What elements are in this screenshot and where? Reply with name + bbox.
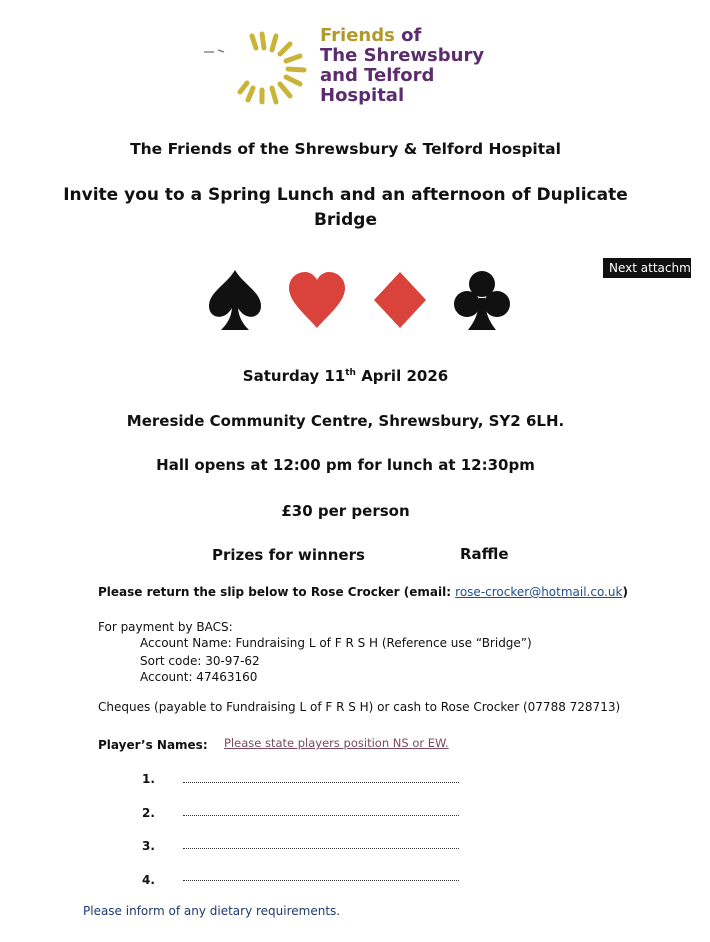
player-number-4: 4. bbox=[142, 873, 155, 887]
email-link[interactable]: rose-crocker@hotmail.co.uk bbox=[455, 585, 623, 599]
logo-line2: The Shrewsbury bbox=[320, 45, 485, 66]
event-times: Hall opens at 12:00 pm for lunch at 12:30pm bbox=[156, 456, 535, 474]
logo-line3: and Telford bbox=[320, 65, 435, 86]
logo-wordmark bbox=[320, 26, 484, 106]
invite-line1: Invite you to a Spring Lunch and an afternoon of Duplicate bbox=[63, 185, 628, 205]
logo-line1b: of bbox=[394, 25, 422, 46]
player-line-1[interactable] bbox=[183, 782, 459, 783]
return-instructions bbox=[98, 585, 628, 599]
event-date-day: Saturday 11 bbox=[242, 367, 346, 385]
next-attachment-button[interactable]: Next attachment bbox=[603, 258, 691, 278]
player-number-1: 1. bbox=[142, 772, 155, 786]
event-date-rest: April 2026 bbox=[355, 367, 449, 385]
diamond-icon bbox=[370, 268, 430, 332]
event-date-suffix: th bbox=[345, 368, 356, 378]
organiser-heading: The Friends of the Shrewsbury & Telford Hospital bbox=[130, 140, 561, 158]
cheques-text: Cheques (payable to Fundraising L of F R S H) or cash to Rose Crocker (07788 728713) bbox=[98, 700, 621, 714]
event-price: £30 per person bbox=[281, 502, 410, 520]
return-text: Please return the slip below to Rose Crocker (email: bbox=[98, 585, 456, 599]
spade-icon bbox=[205, 268, 265, 332]
player-number-3: 3. bbox=[142, 839, 155, 853]
club-icon bbox=[452, 268, 512, 332]
players-label: Player’s Names: bbox=[98, 738, 208, 752]
heart-icon bbox=[287, 268, 347, 332]
prizes-text: Prizes for winners bbox=[212, 546, 365, 564]
player-line-3[interactable] bbox=[183, 848, 459, 849]
account-name: Account Name: Fundraising L of F R S H (Reference use “Bridge”) bbox=[140, 636, 532, 650]
players-hint: Please state players position NS or EW. bbox=[224, 736, 449, 750]
invite-line2: Bridge bbox=[313, 210, 378, 230]
return-close: ) bbox=[622, 585, 628, 599]
logo-sunburst-icon bbox=[200, 26, 312, 106]
player-line-4[interactable] bbox=[183, 880, 459, 881]
event-venue: Mereside Community Centre, Shrewsbury, SY2 6LH. bbox=[126, 412, 565, 430]
dietary-note: Please inform of any dietary requirements. bbox=[83, 904, 341, 918]
sort-code: Sort code: 30-97-62 bbox=[140, 654, 260, 668]
player-number-2: 2. bbox=[142, 806, 155, 820]
payment-heading: For payment by BACS: bbox=[98, 620, 233, 634]
raffle-text: Raffle bbox=[460, 545, 509, 563]
account-number: Account: 47463160 bbox=[140, 670, 258, 684]
player-line-2[interactable] bbox=[183, 815, 459, 816]
logo-line4: Hospital bbox=[320, 85, 405, 106]
logo-line1a: Friends bbox=[320, 25, 395, 46]
event-date bbox=[0, 367, 691, 385]
